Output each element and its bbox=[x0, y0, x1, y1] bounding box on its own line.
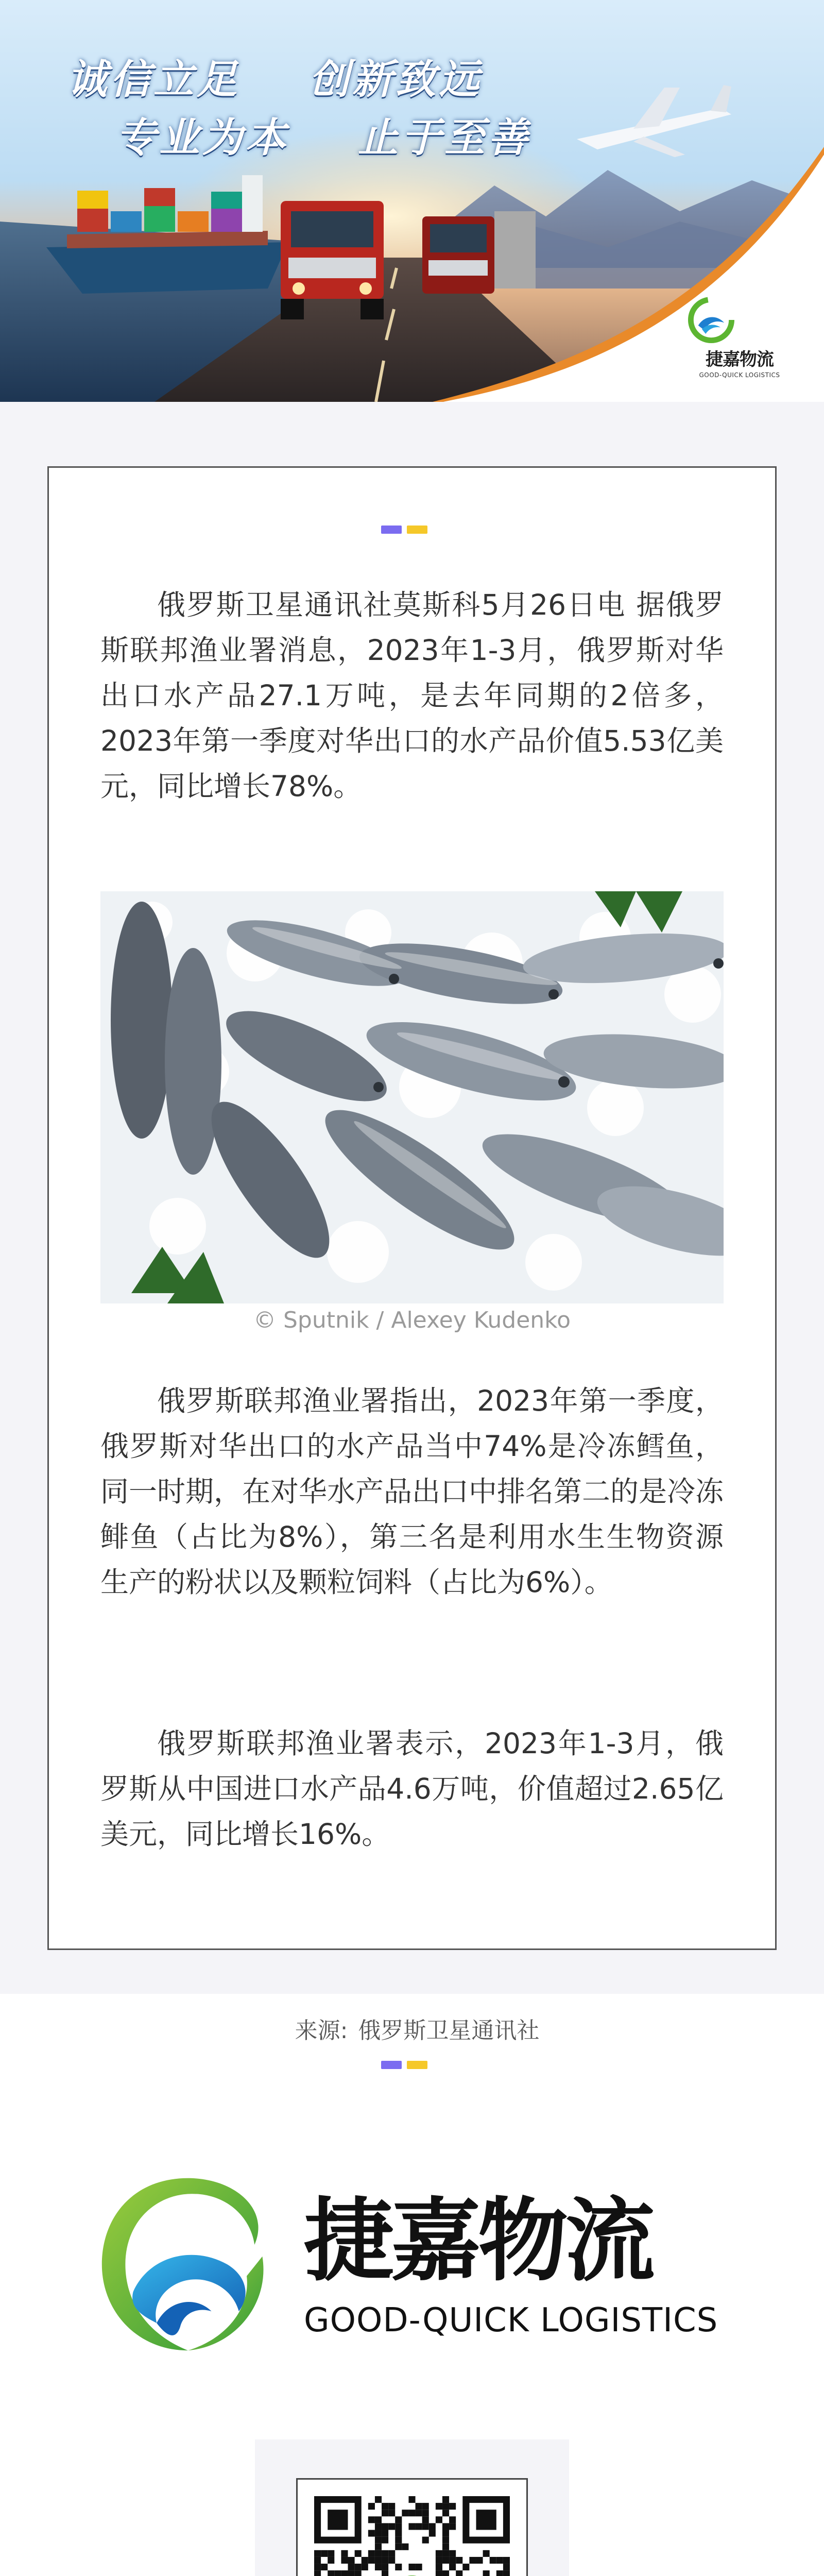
dot-yellow bbox=[407, 2061, 427, 2069]
image-caption: © Sputnik / Alexey Kudenko bbox=[253, 1307, 571, 1333]
article-paragraph-3: 俄罗斯联邦渔业署表示，2023年1-3月，俄罗斯从中国进口水产品4.6万吨，价值超过2.65亿美元，同比增长16%。 bbox=[100, 1727, 724, 1851]
footer-brand-logo bbox=[88, 2166, 736, 2362]
dot-purple bbox=[381, 526, 402, 534]
header-banner bbox=[0, 0, 824, 402]
banner-logo-en: GOOD-QUICK LOGISTICS bbox=[699, 371, 780, 379]
dot-yellow bbox=[407, 526, 427, 534]
divider-dots-source bbox=[381, 2061, 427, 2069]
qr-code-frame bbox=[296, 2478, 528, 2576]
article-paragraph-2: 俄罗斯联邦渔业署指出，2023年第一季度，俄罗斯对华出口的水产品当中74%是冷冻鳕鱼，同一时期，在对华水产品出口中排名第二的是冷冻鲱鱼（占比为8%），第三名是利用水生生物资源生产的粉状以及颗粒饲料（占比为6%）。 bbox=[100, 1384, 724, 1599]
qr-code-panel bbox=[255, 2439, 569, 2576]
banner-logo-cn: 捷嘉物流 bbox=[706, 349, 774, 370]
slogan-4: 止于至善 bbox=[358, 114, 531, 161]
article-paragraph-1: 俄罗斯卫星通讯社莫斯科5月26日电 据俄罗斯联邦渔业署消息，2023年1-3月，俄罗斯对华出口水产品27.1万吨，是去年同期的2倍多，2023年第一季度对华出口的水产品价值5.53亿美元，同比增长78%。 bbox=[100, 588, 724, 803]
slogan-3: 专业为本 bbox=[116, 114, 289, 161]
slogan-1: 诚信立足 bbox=[67, 56, 241, 103]
dot-purple bbox=[381, 2061, 402, 2069]
company-logo-icon bbox=[88, 2166, 288, 2362]
ship-icon bbox=[46, 175, 288, 294]
footer-logo-en: GOOD-QUICK LOGISTICS bbox=[304, 2301, 718, 2340]
banner-brand-logo bbox=[688, 297, 791, 379]
footer-logo-cn: 捷嘉物流 bbox=[304, 2188, 652, 2294]
qr-code-icon[interactable] bbox=[314, 2496, 510, 2576]
slogan-2: 创新致远 bbox=[309, 56, 483, 103]
source-line bbox=[0, 2012, 824, 2045]
source-label: 来源: bbox=[295, 2018, 348, 2044]
company-logo-icon bbox=[688, 297, 734, 343]
divider-dots-top bbox=[381, 526, 427, 534]
article-image-fish bbox=[100, 891, 724, 1303]
source-value: 俄罗斯卫星通讯社 bbox=[358, 2018, 540, 2044]
